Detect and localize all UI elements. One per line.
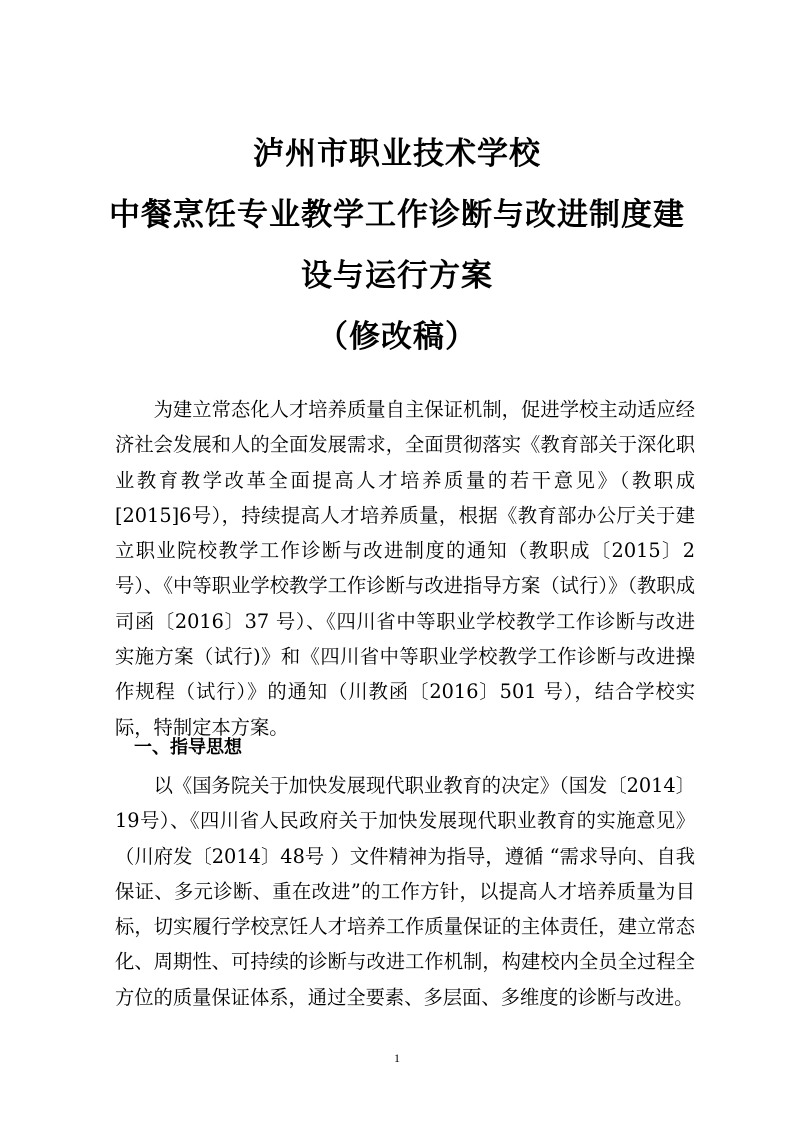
title-program-line: 中餐烹饪专业教学工作诊断与改进制度建 <box>109 197 685 233</box>
page-number: 1 <box>394 1051 400 1065</box>
section-heading-guiding-ideology: 一、指导思想 <box>134 737 242 758</box>
intro-paragraph: 为建立常态化人才培养质量自主保证机制，促进学校主动适应经济社会发展和人的全面发展需求，全面贯彻落实《教育部关于深化职业教育教学改革全面提高人才培养质量的若干意见》（教职成[2015]6号），持续提高人才培养质量，根据《教育部办公厅关于建立职业院校教学工作诊断与改进制度的通知（教职成〔2015〕2 号）、《中等职业学校教学工作诊断与改进指导方案（试行）》（教职成司函〔2016〕37 号）、《四川省中等职业学校教学工作诊断与改进实施方案（试行)》和《四川省中等职业学校教学工作诊断与改进操作规程（试行）》的通知（川教函〔2016〕501 号），结合学校实际，特制定本方案。 <box>115 398 695 739</box>
intro-section <box>115 392 695 745</box>
document-title <box>0 124 794 368</box>
guiding-ideology-section <box>115 768 695 1015</box>
title-plan-line: 设与运行方案 <box>301 258 493 294</box>
title-school-name: 泸州市职业技术学校 <box>253 136 541 172</box>
title-revision-note: （修改稿） <box>317 319 477 355</box>
guiding-ideology-paragraph: 以《国务院关于加快发展现代职业教育的决定》（国发〔2014〕19号）、《四川省人民政府关于加快发展现代职业教育的实施意见》（川府发〔2014〕48号 ）文件精神为指导，遵循 “需求导向、自我保证、多元诊断、重在改进”的工作方针，以提高人才培养质量为目标，切实履行学校烹饪人才培养工作质量保证的主体责任，建立常态化、周期性、可持续的诊断与改进工作机制，构建校内全员全过程全方位的质量保证体系，通过全要素、多层面、多维度的诊断与改进。 <box>115 774 695 1009</box>
